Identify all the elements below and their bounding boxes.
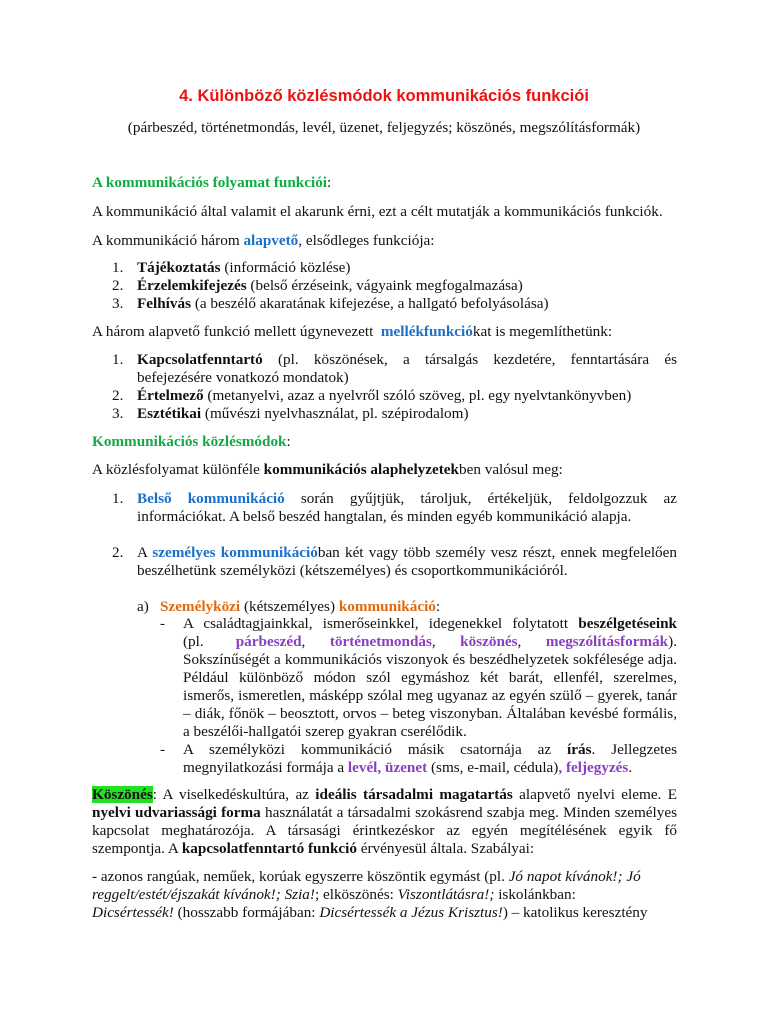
list-item-inner-communication: Belső kommunikáció során gyűjtjük, tároljuk, értékeljük, feldolgozzuk az: [137, 490, 677, 507]
list-item-continuation: információkat. A belső beszéd hangtalan, és minden egyéb kommunikáció alapja.: [137, 508, 632, 525]
list-number: 3.: [112, 295, 124, 312]
paragraph-secondary-functions: A három alapvető funkció mellett úgynevezett mellékfunkciókat is megemlíthetünk:: [92, 323, 613, 340]
dash-item-forms-line: (pl. párbeszéd, történetmondás, köszönés, megszólításformák).: [183, 633, 677, 650]
list-item-basic-function: Tájékoztatás (információ közlése): [137, 259, 351, 276]
dash-item-variety-text: Sokszínűségét a kommunikációs viszonyok és beszédhelyzetek sokfélesége adja. Például különböző módon szól egymáshoz két barát, ellenfél, szerelmes, ismerős, ismeretlen, másképp szólal meg ugyanaz az egyén szülő – gyerek, tanár – diák, főnök – beosztott, orvos – beteg viszonyban. Általában kevésbé formális, a beszélői-hallgatói szerep gyakran cserélődik.: [183, 651, 677, 740]
greeting-rule-line: reggelt/estét/éjszakát kívánok!; Szia!; elköszönés: Viszontlátásra!; iskolánkban:: [92, 886, 576, 903]
dash-item-written-forms: megnyilatkozási formája a levél, üzenet (sms, e-mail, cédula), feljegyzés.: [183, 759, 633, 776]
list-number: 3.: [112, 405, 124, 422]
list-number: 2.: [112, 544, 124, 561]
list-number: 2.: [112, 387, 124, 404]
list-item-personal-communication: A személyes kommunikációban két vagy több személy vesz részt, ennek megfelelően: [137, 544, 677, 561]
highlight-greeting: Köszönés: [92, 786, 153, 803]
greeting-rule-line: - azonos rangúak, neműek, korúak egyszerre köszöntik egymást (pl. Jó napot kívánok!; Jó: [92, 868, 641, 885]
sublist-heading-interpersonal: Személyközi (kétszemélyes) kommunikáció:: [160, 598, 441, 615]
page-subtitle: (párbeszéd, történetmondás, levél, üzenet, feljegyzés; köszönés, megszólításformák): [127, 119, 641, 136]
list-item-continuation: beszélhetünk személyközi (kétszemélyes) és csoportkommunikációról.: [137, 562, 568, 579]
list-item-basic-function: Felhívás (a beszélő akaratának kifejezése, a hallgató befolyásolása): [137, 295, 549, 312]
paragraph-modes-intro: A közlésfolyamat különféle kommunikációs alaphelyzetekben valósul meg:: [92, 461, 563, 478]
list-item-basic-function: Érzelemkifejezés (belső érzéseink, vágyaink megfogalmazása): [137, 277, 523, 294]
greeting-rule-line: Dicsértessék! (hosszabb formájában: Dicsértessék a Jézus Krisztus!) – katolikus keresztény: [92, 904, 648, 921]
sublist-label: a): [137, 598, 149, 615]
section-heading-functions: A kommunikációs folyamat funkciói:: [92, 174, 332, 191]
page-title: 4. Különböző közlésmódok kommunikációs funkciói: [179, 87, 589, 105]
list-number: 1.: [112, 259, 124, 276]
paragraph-basic-functions: A kommunikáció három alapvető, elsődleges funkciója:: [92, 232, 435, 249]
list-number: 1.: [112, 351, 124, 368]
dash-marker: -: [160, 741, 166, 758]
list-number: 1.: [112, 490, 124, 507]
list-item-secondary-function: Értelmező (metanyelvi, azaz a nyelvről szóló szöveg, pl. egy nyelvtankönyvben): [137, 387, 632, 404]
dash-marker: -: [160, 615, 166, 632]
dash-item-writing-line: A személyközi kommunikáció másik csatornája az írás. Jellegzetes: [183, 741, 678, 758]
list-item-continuation: befejezésére vonatkozó mondatok): [137, 369, 349, 386]
paragraph-greeting: Köszönés: A viselkedéskultúra, az ideális társadalmi magatartás alapvető nyelvi eleme. E nyelvi udvariassági forma használatát a társadalmi szokásrend szabja meg. Minden személyes kapcsolat meghatározója. A társasági érintkezéskor az egyén megítélésének egyik fő szempontja. A kapcsolatfenntartó funkció érvényesül általa. Szabályai:: [92, 786, 677, 857]
list-number: 2.: [112, 277, 124, 294]
dash-item-conversations-line: A családtagjainkkal, ismerőseinkkel, idegenekkel folytatott beszélgetéseink: [183, 615, 677, 632]
list-item-secondary-function: Esztétikai (művészi nyelvhasználat, pl. szépirodalom): [137, 405, 469, 422]
list-item-secondary-function: Kapcsolatfenntartó (pl. köszönések, a társalgás kezdetére, fenntartására és: [137, 351, 677, 368]
section-heading-modes: Kommunikációs közlésmódok:: [92, 433, 291, 450]
paragraph-functions-intro: A kommunikáció által valamit el akarunk érni, ezt a célt mutatják a kommunikációs funkciók.: [92, 203, 663, 220]
